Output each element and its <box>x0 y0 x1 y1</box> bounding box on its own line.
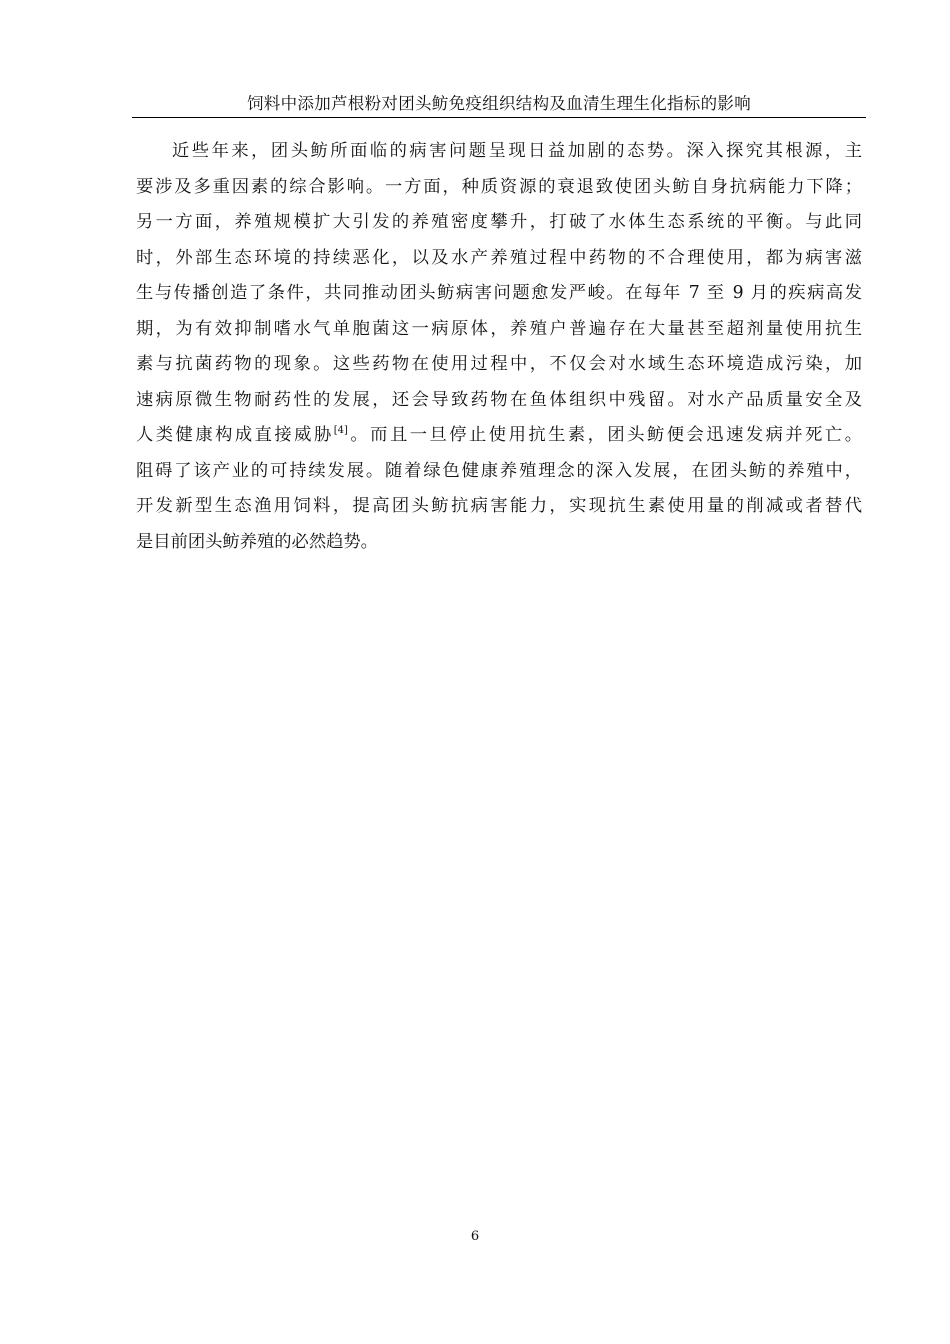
citation-trailing-text: 。而且一旦停止使用抗生素，团头鲂便会迅速发病并死亡。 <box>347 425 862 445</box>
paragraph-line: 期，为有效抑制嗜水气单胞菌这一病原体，养殖户普遍存在大量甚至超剂量使用抗生 <box>136 318 862 339</box>
paragraph-line: 阻碍了该产业的可持续发展。随着绿色健康养殖理念的深入发展，在团头鲂的养殖中， <box>136 460 862 481</box>
paragraph-line: 生与传播创造了条件，共同推动团头鲂病害问题愈发严峻。在每年 7 至 9 月的疾病高发 <box>136 283 862 303</box>
paragraph-line: 开发新型生态渔用饲料，提高团头鲂抗病害能力，实现抗生素使用量的削减或者替代 <box>136 496 862 516</box>
paragraph-line: 素与抗菌药物的现象。这些药物在使用过程中，不仅会对水域生态环境造成污染，加 <box>136 354 862 374</box>
citation-lead-text: 人类健康构成直接威胁 <box>136 425 334 445</box>
paragraph-line: 是目前团头鲂养殖的必然趋势。 <box>136 531 378 552</box>
header-divider <box>132 117 866 118</box>
paragraph-line: 近些年来，团头鲂所面临的病害问题呈现日益加剧的态势。深入探究其根源，主 <box>172 141 862 161</box>
page-number: 6 <box>470 1229 480 1244</box>
paragraph-line: 时，外部生态环境的持续恶化，以及水产养殖过程中药物的不合理使用，都为病害滋 <box>136 247 862 268</box>
body-paragraph <box>136 134 862 560</box>
paragraph-line: 要涉及多重因素的综合影响。一方面，种质资源的衰退致使团头鲂自身抗病能力下降； <box>136 176 862 197</box>
citation-reference[interactable]: [4] <box>333 425 348 436</box>
paragraph-line: 速病原微生物耐药性的发展，还会导致药物在鱼体组织中残留。对水产品质量安全及 <box>136 389 862 410</box>
paragraph-line-with-citation <box>136 418 862 454</box>
running-header: 饲料中添加芦根粉对团头鲂免疫组织结构及血清生理生化指标的影响 <box>247 94 751 113</box>
paragraph-line: 另一方面，养殖规模扩大引发的养殖密度攀升，打破了水体生态系统的平衡。与此同 <box>136 212 862 232</box>
